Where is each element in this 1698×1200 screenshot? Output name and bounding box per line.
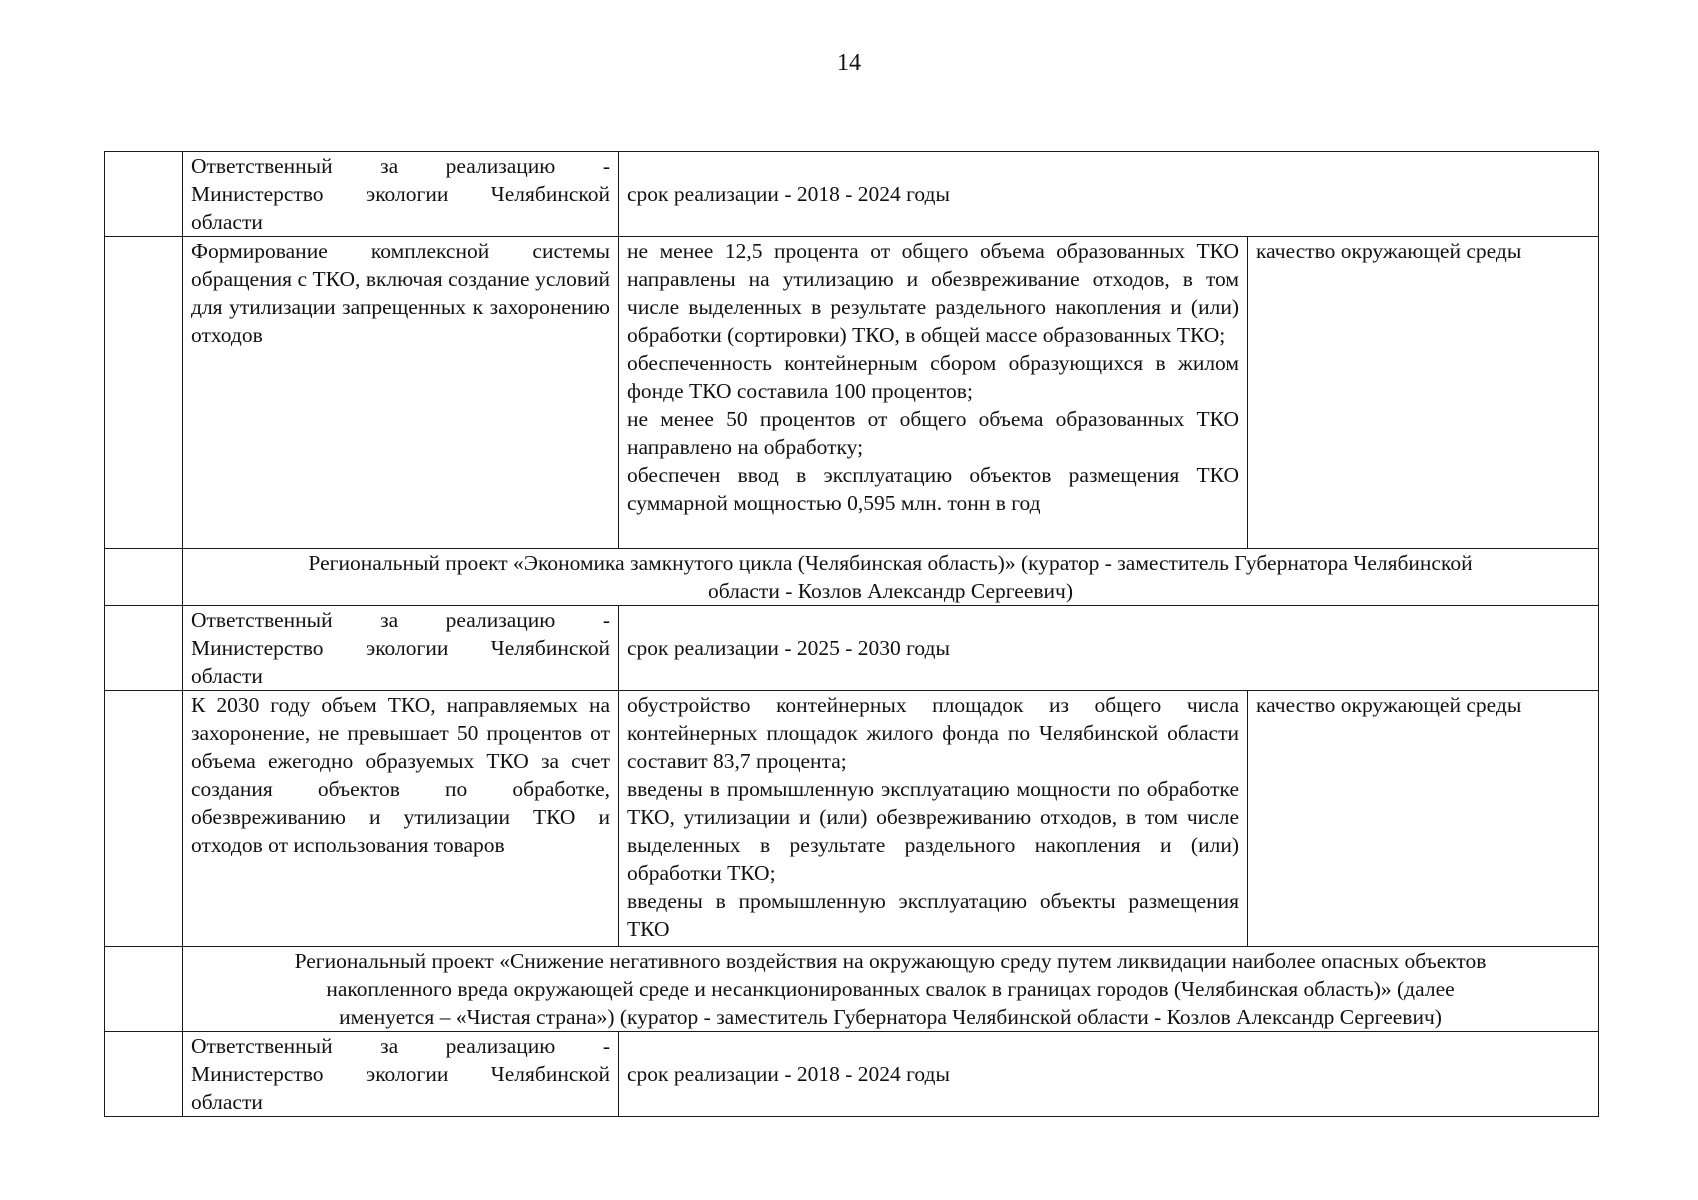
program-table [104,151,1599,1117]
number-cell [105,1032,183,1117]
result-item: не менее 12,5 процента от общего объема образованных ТКО направлены на утилизацию и обезвреживание отходов, в том числе выделенных в результате раздельного накопления и (или) обработки (сортировки) ТКО, в общей массе образованных ТКО; [627,239,1239,347]
number-cell [105,549,183,606]
term-cell: срок реализации - 2018 - 2024 годы [619,1032,1599,1117]
result-item: не менее 50 процентов от общего объема образованных ТКО направлено на обработку; [627,407,1239,459]
project-title-cell: Региональный проект «Экономика замкнутого цикла (Челябинская область)» (куратор - заместитель Губернатора Челябинской области - Козлов Александр Сергеевич) [183,549,1599,606]
indicator-cell: качество окружающей среды [1248,237,1599,549]
results-cell [619,691,1248,947]
result-item: обустройство контейнерных площадок из общего числа контейнерных площадок жилого фонда по Челябинской области составит 83,7 процента; [627,693,1239,773]
result-item: введены в промышленную эксплуатацию мощности по обработке ТКО, утилизации и (или) обезвреживанию отходов, в том числе выделенных в результате раздельного накопления и (или) обработки ТКО; [627,777,1239,885]
number-cell [105,152,183,237]
term-cell: срок реализации - 2025 - 2030 годы [619,606,1599,691]
table-row [105,947,1599,1032]
number-cell [105,691,183,947]
responsible-cell: Ответственный за реализацию - Министерство экологии Челябинской области [183,1032,619,1117]
term-cell: срок реализации - 2018 - 2024 годы [619,152,1599,237]
indicator-cell: качество окружающей среды [1248,691,1599,947]
number-cell [105,237,183,549]
table-row [105,152,1599,237]
responsible-cell: Ответственный за реализацию - Министерство экологии Челябинской области [183,152,619,237]
goal-cell: К 2030 году объем ТКО, направляемых на захоронение, не превышает 50 процентов от объема ежегодно образуемых ТКО за счет создания объектов по обработке, обезвреживанию и утилизации ТКО и отходов от использования товаров [183,691,619,947]
table-row [105,1032,1599,1117]
number-cell [105,606,183,691]
table-row [105,691,1599,947]
goal-cell: Формирование комплексной системы обращения с ТКО, включая создание условий для утилизации запрещенных к захоронению отходов [183,237,619,549]
responsible-cell: Ответственный за реализацию - Министерство экологии Челябинской области [183,606,619,691]
results-cell [619,237,1248,549]
table-row [105,549,1599,606]
number-cell [105,947,183,1032]
table-row [105,237,1599,549]
page-number: 14 [837,50,861,76]
result-item: обеспеченность контейнерным сбором образующихся в жилом фонде ТКО составила 100 процентов; [627,351,1239,403]
result-item: обеспечен ввод в эксплуатацию объектов размещения ТКО суммарной мощностью 0,595 млн. тонн в год [627,463,1239,515]
project-title-cell: Региональный проект «Снижение негативного воздействия на окружающую среду путем ликвидации наиболее опасных объектов накопленного вреда окружающей среде и несанкционированных свалок в границах городов (Челябинская область)» (далее именуется – «Чистая страна») (куратор - заместитель Губернатора Челябинской области - Козлов Александр Сергеевич) [183,947,1599,1032]
result-item: введены в промышленную эксплуатацию объекты размещения ТКО [627,889,1239,941]
table-row [105,606,1599,691]
